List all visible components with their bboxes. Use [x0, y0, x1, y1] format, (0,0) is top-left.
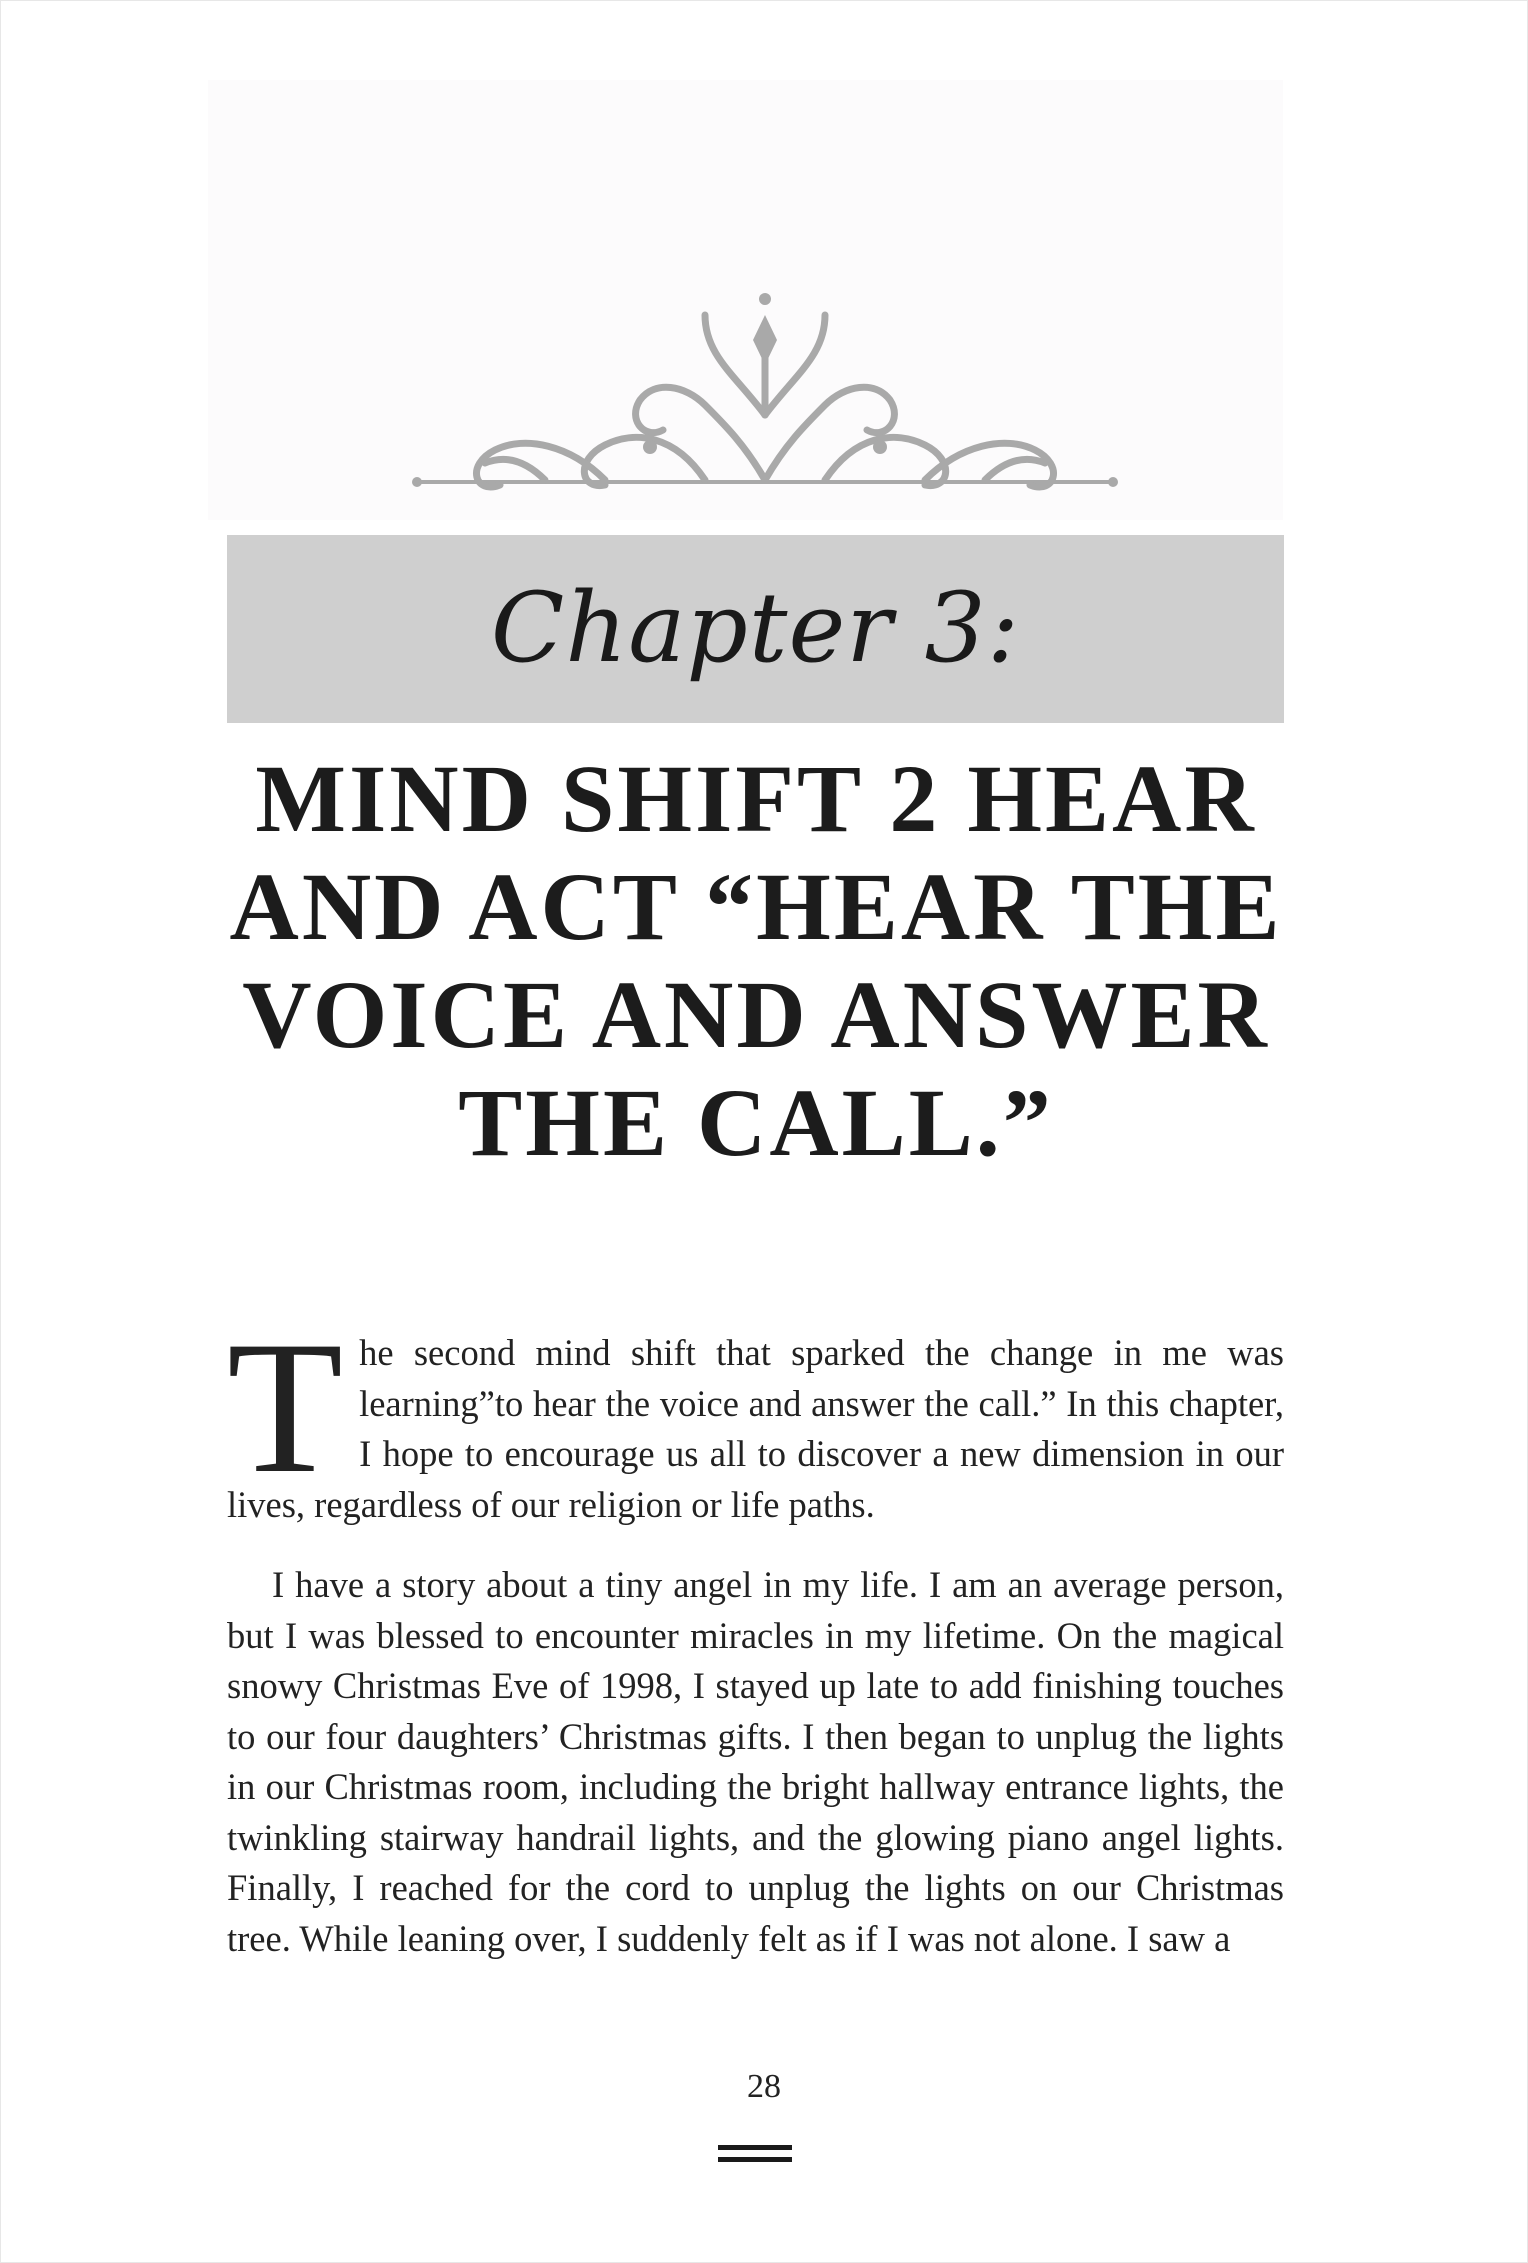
chapter-body: [227, 1303, 1284, 1964]
paragraph-1: [227, 1303, 1284, 1530]
paragraph-2: I have a story about a tiny angel in my life. I am an average person, but I was blessed to encounter miracles in my lifetime. On the magical snowy Christmas Eve of 1998, I stayed up late to add finishing touches to our four daughters’ Christmas gifts. I then began to unplug the lights in our Christmas room, including the bright hallway entrance lights, the twinkling stairway handrail lights, and the glowing piano angel lights. Finally, I reached for the cord to unplug the lights on our Christmas tree. While leaning over, I suddenly felt as if I was not alone. I saw a: [227, 1564, 1284, 1959]
paragraph-1-text: he second mind shift that sparked the change in me was learning”to hear the voice and answer the call.” In this chapter, I hope to encourage us all to discover a new dimension in our lives, regardless of our religion or life paths.: [227, 1332, 1284, 1525]
page-number: 28: [747, 2068, 781, 2105]
drop-cap: T: [227, 1303, 344, 1513]
tiara-ornament-icon: [405, 285, 1125, 500]
chapter-label-bar: [227, 535, 1284, 723]
footer-double-rule: [718, 2145, 792, 2171]
chapter-title: MIND SHIFT 2 HEAR AND ACT “HEAR THE VOICE AND ANSWER THE CALL.”: [229, 745, 1283, 1176]
chapter-label: Chapter 3:: [490, 572, 1021, 684]
